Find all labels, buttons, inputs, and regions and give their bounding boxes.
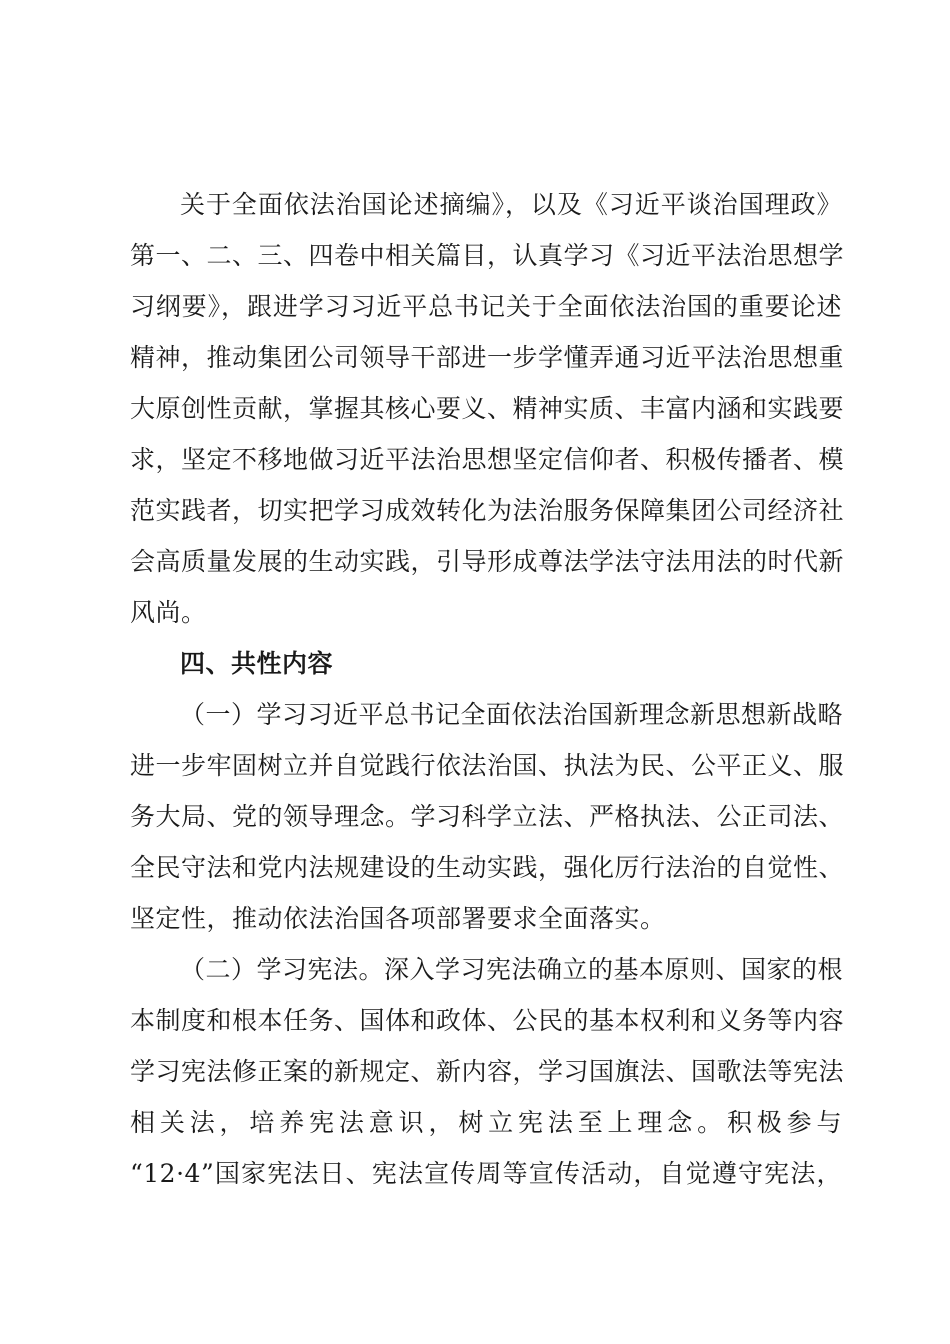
text-line: （一）学习习近平总书记全面依法治国新理念新思想新战略 — [180, 700, 844, 729]
text-line: 精神，推动集团公司领导干部进一步学懂弄通习近平法治思想重 — [130, 343, 845, 372]
text-line: （二）学习宪法。深入学习宪法确立的基本原则、国家的根 — [180, 955, 844, 984]
text-line: 大原创性贡献，掌握其核心要义、精神实质、丰富内涵和实践要 — [130, 394, 845, 423]
text-line: 务大局、党的领导理念。学习科学立法、严格执法、公正司法、 — [130, 802, 845, 831]
text-line: 全民守法和党内法规建设的生动实践，强化厉行法治的自觉性、 — [130, 853, 845, 882]
text-line: 范实践者，切实把学习成效转化为法治服务保障集团公司经济社 — [130, 496, 845, 525]
text-line: 会高质量发展的生动实践，引导形成尊法学法守法用法的时代新 — [130, 547, 845, 576]
text-line: 关于全面依法治国论述摘编》，以及《习近平谈治国理政》 — [180, 190, 842, 219]
text-line: 学习宪法修正案的新规定、新内容，学习国旗法、国歌法等宪法 — [130, 1057, 845, 1086]
text-line: 坚定性，推动依法治国各项部署要求全面落实。 — [130, 904, 666, 933]
text-line: 第一、二、三、四卷中相关篇目，认真学习《习近平法治思想学 — [130, 241, 845, 270]
text-line: 习纲要》，跟进学习习近平总书记关于全面依法治国的重要论述 — [130, 292, 842, 321]
text-line: 相关法，培养宪法意识，树立宪法至上理念。积极参与 — [130, 1108, 842, 1137]
text-line: 风尚。 — [130, 598, 207, 627]
section-heading: 四、共性内容 — [180, 649, 334, 678]
text-line: “12·4”国家宪法日、宪法宣传周等宣传活动，自觉遵守宪法， — [130, 1159, 842, 1188]
text-line: 本制度和根本任务、国体和政体、公民的基本权利和义务等内容 — [130, 1006, 845, 1035]
text-line: 求，坚定不移地做习近平法治思想坚定信仰者、积极传播者、模 — [130, 445, 845, 474]
text-line: 进一步牢固树立并自觉践行依法治国、执法为民、公平正义、服 — [130, 751, 845, 780]
